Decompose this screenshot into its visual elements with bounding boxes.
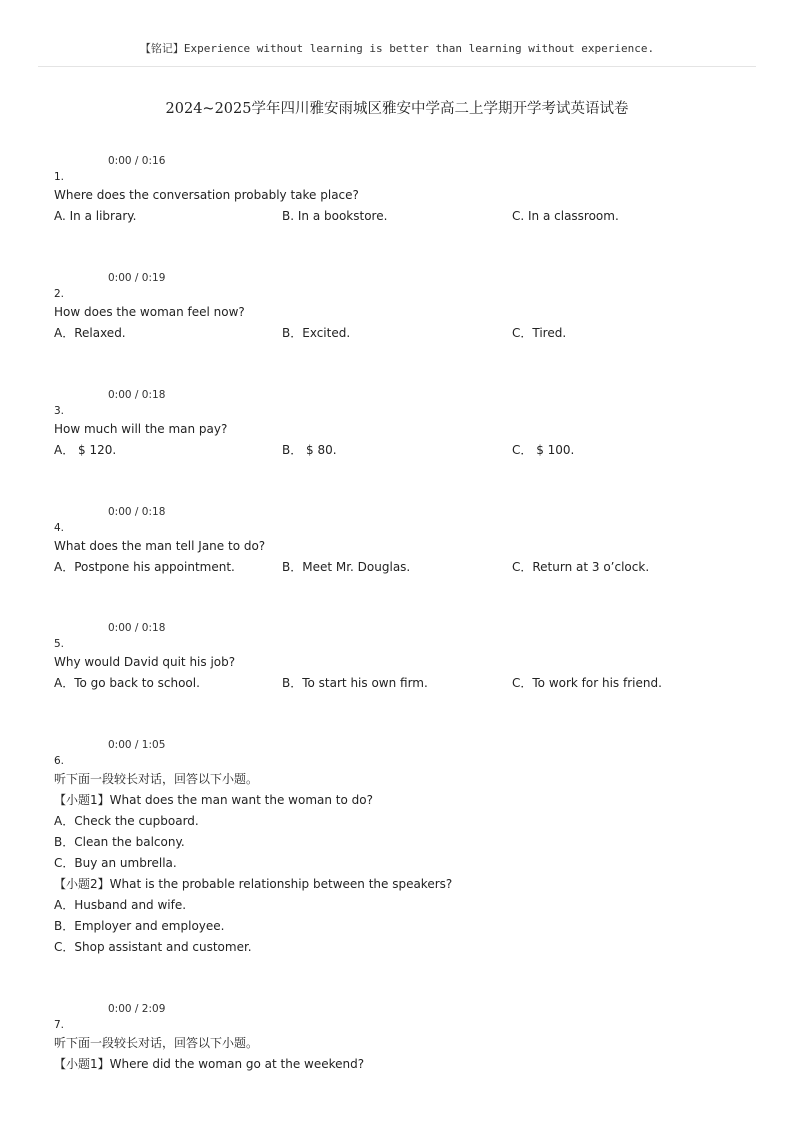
header-divider bbox=[38, 66, 756, 67]
option-b: B．Meet Mr. Douglas. bbox=[282, 560, 411, 574]
option-b: B． $ 80. bbox=[282, 443, 337, 457]
question-intro: 听下面一段较长对话，回答以下小题。 bbox=[54, 1036, 259, 1050]
option-line: B．Clean the balcony. bbox=[54, 835, 185, 849]
option-line: C．Buy an umbrella. bbox=[54, 856, 177, 870]
question-text: Where does the conversation probably take place? bbox=[54, 188, 359, 202]
audio-player[interactable]: 0:00 / 0:16 bbox=[108, 155, 166, 167]
question-number: 6. bbox=[54, 755, 65, 767]
question-6 bbox=[54, 737, 754, 958]
sub-question: 【小题1】What does the man want the woman to do? bbox=[54, 793, 373, 807]
options-row bbox=[54, 440, 754, 461]
option-b: B．Excited. bbox=[282, 326, 351, 340]
option-b: B．To start his own firm. bbox=[282, 676, 428, 690]
question-text: Why would David quit his job? bbox=[54, 655, 236, 669]
option-a: A． $ 120. bbox=[54, 443, 117, 457]
question-number: 7. bbox=[54, 1019, 65, 1031]
option-a: A. In a library. bbox=[54, 209, 137, 223]
sub-question: 【小题2】What is the probable relationship between the speakers? bbox=[54, 877, 453, 891]
options-row bbox=[54, 206, 754, 227]
question-text: What does the man tell Jane to do? bbox=[54, 539, 266, 553]
options-row bbox=[54, 673, 754, 694]
question-7 bbox=[54, 1001, 754, 1075]
question-5 bbox=[54, 620, 754, 694]
option-a: A．To go back to school. bbox=[54, 676, 200, 690]
question-number: 2. bbox=[54, 288, 65, 300]
option-line: B．Employer and employee. bbox=[54, 919, 225, 933]
question-number: 1. bbox=[54, 171, 65, 183]
question-number: 3. bbox=[54, 405, 65, 417]
option-a: A．Relaxed. bbox=[54, 326, 126, 340]
audio-player[interactable]: 0:00 / 0:18 bbox=[108, 622, 166, 634]
question-2 bbox=[54, 270, 754, 344]
question-text: How does the woman feel now? bbox=[54, 305, 245, 319]
question-number: 4. bbox=[54, 522, 65, 534]
audio-player[interactable]: 0:00 / 0:18 bbox=[108, 389, 166, 401]
question-number: 5. bbox=[54, 638, 65, 650]
option-c: C．Tired. bbox=[512, 326, 567, 340]
sub-question: 【小题1】Where did the woman go at the weekend? bbox=[54, 1057, 365, 1071]
option-line: C．Shop assistant and customer. bbox=[54, 940, 252, 954]
option-c: C． $ 100. bbox=[512, 443, 575, 457]
audio-player[interactable]: 0:00 / 2:09 bbox=[108, 1003, 166, 1015]
question-1 bbox=[54, 153, 754, 227]
option-b: B. In a bookstore. bbox=[282, 209, 388, 223]
audio-player[interactable]: 0:00 / 0:18 bbox=[108, 506, 166, 518]
option-line: A．Husband and wife. bbox=[54, 898, 187, 912]
question-4 bbox=[54, 504, 754, 578]
option-a: A．Postpone his appointment. bbox=[54, 560, 235, 574]
header-motto: 【铭记】Experience without learning is better than learning without experience. bbox=[139, 42, 655, 55]
question-text: How much will the man pay? bbox=[54, 422, 228, 436]
option-line: A．Check the cupboard. bbox=[54, 814, 199, 828]
page-title: 2024~2025学年四川雅安雨城区雅安中学高二上学期开学考试英语试卷 bbox=[165, 101, 629, 117]
question-intro: 听下面一段较长对话，回答以下小题。 bbox=[54, 772, 259, 786]
option-c: C．Return at 3 o’clock. bbox=[512, 560, 650, 574]
option-c: C．To work for his friend. bbox=[512, 676, 662, 690]
audio-player[interactable]: 0:00 / 0:19 bbox=[108, 272, 166, 284]
option-c: C. In a classroom. bbox=[512, 209, 619, 223]
question-3 bbox=[54, 387, 754, 461]
audio-player[interactable]: 0:00 / 1:05 bbox=[108, 739, 166, 751]
options-row bbox=[54, 323, 754, 344]
options-row bbox=[54, 557, 754, 578]
